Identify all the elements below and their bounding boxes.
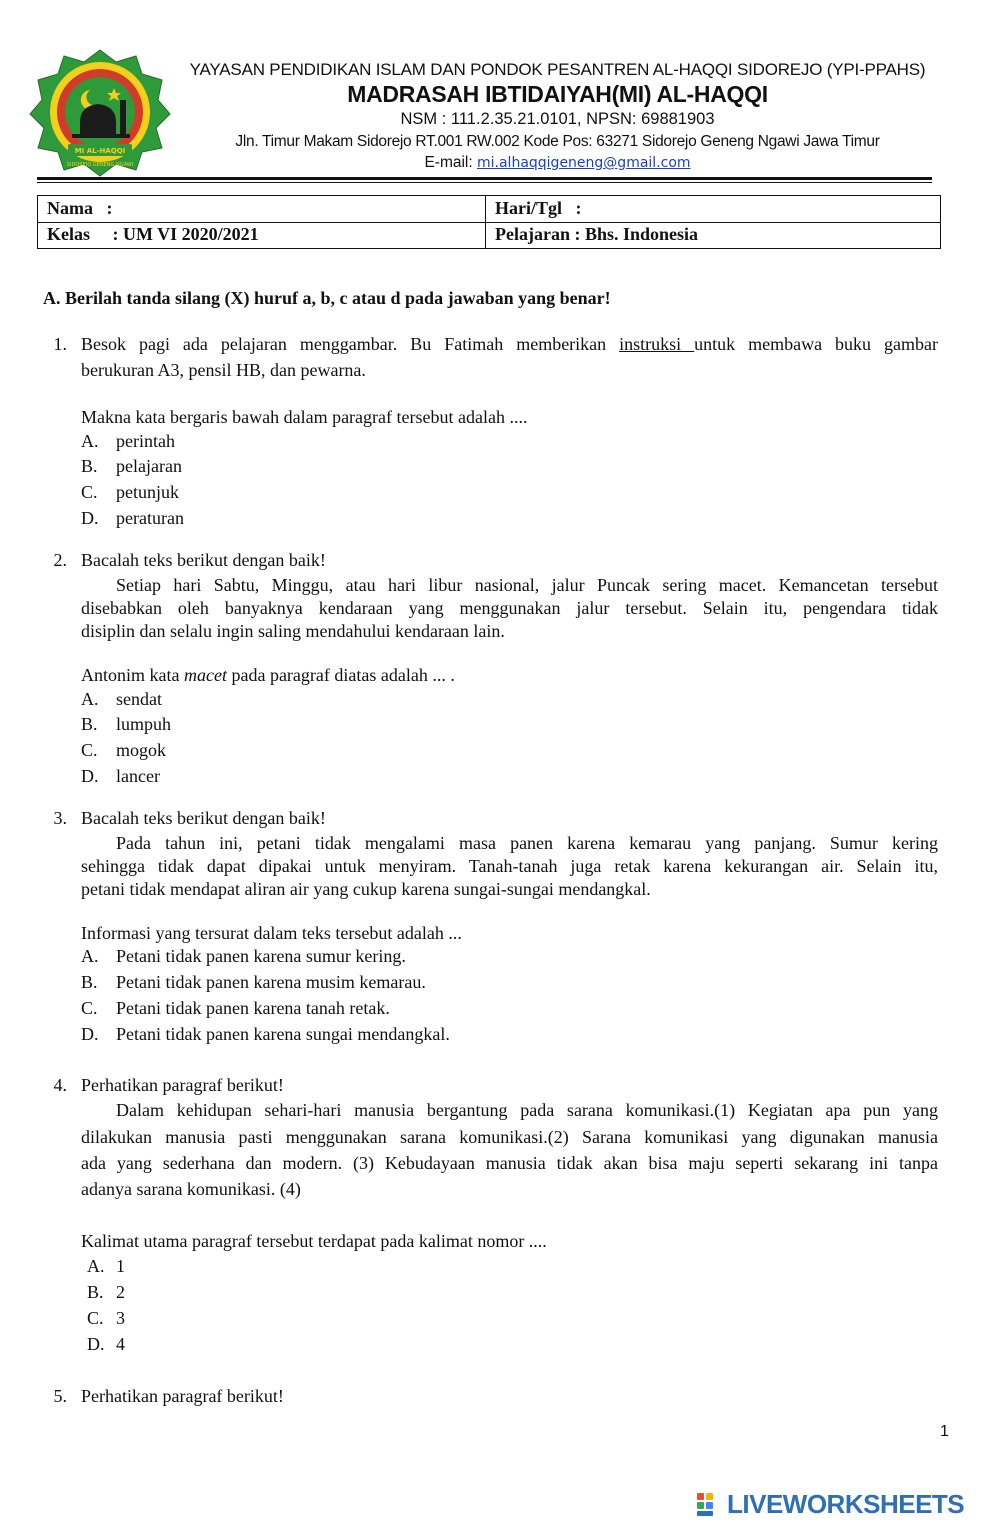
option-letter[interactable]: A. [81, 946, 99, 966]
option-letter[interactable]: D. [81, 508, 99, 528]
option-text[interactable]: 3 [116, 1308, 125, 1328]
q1-underlined-word: instruksi [619, 334, 695, 354]
option-text[interactable]: Petani tidak panen karena tanah retak. [116, 998, 390, 1018]
question-1-text [81, 333, 938, 356]
school-email-line [170, 154, 945, 172]
question-number: 3. [53, 808, 67, 828]
option-letter[interactable]: D. [81, 766, 99, 786]
option-letter[interactable]: C. [81, 998, 98, 1018]
question-3-paragraph: Pada tahun ini, petani tidak mengalami masa panen karena kemarau yang panjang. Sumur kering [116, 833, 938, 853]
question-1-prompt: Makna kata bergaris bawah dalam paragraf tersebut adalah .... [81, 407, 528, 427]
header-divider [37, 177, 932, 180]
section-a-instruction: A. Berilah tanda silang (X) huruf a, b, c atau d pada jawaban yang benar! [43, 288, 611, 308]
nama-field[interactable]: Nama : [47, 198, 113, 218]
question-4-paragraph: Dalam kehidupan sehari-hari manusia bergantung pada sarana komunikasi.(1) Kegiatan apa pun yang [116, 1100, 938, 1120]
option-text[interactable]: lumpuh [116, 714, 172, 734]
q2-italic-word: macet [183, 665, 227, 685]
liveworksheets-watermark[interactable] [697, 1489, 997, 1519]
question-3-paragraph: sehingga tidak dapat dipakai untuk menyiram. Tanah-tanah juga retak karena kekurangan air. Selain itu, [81, 856, 938, 876]
question-number: 4. [53, 1075, 67, 1095]
option-letter[interactable]: C. [81, 482, 98, 502]
option-letter[interactable]: B. [87, 1282, 104, 1302]
option-text[interactable]: lancer [116, 766, 160, 786]
option-text[interactable]: sendat [116, 689, 162, 709]
question-2-prompt [81, 664, 455, 687]
question-4-intro: Perhatikan paragraf berikut! [81, 1075, 284, 1095]
question-4-prompt: Kalimat utama paragraf tersebut terdapat pada kalimat nomor .... [81, 1231, 547, 1251]
option-letter[interactable]: C. [81, 740, 98, 760]
option-letter[interactable]: A. [81, 689, 99, 709]
watermark-text: LIVEWORKSHEETS [727, 1489, 965, 1519]
question-2-paragraph: disebabkan oleh banyaknya kendaraan yang menggunakan jalur tersebut. Selain itu, pengendara tidak [81, 598, 938, 618]
logo-text: MI AL-HAQQI [74, 147, 126, 155]
option-text[interactable]: Petani tidak panen karena sumur kering. [116, 946, 406, 966]
question-2-intro: Bacalah teks berikut dengan baik! [81, 550, 326, 570]
option-text[interactable]: 4 [116, 1334, 125, 1354]
q1-text-b: untuk membawa buku gambar [694, 334, 939, 354]
option-text[interactable]: 2 [116, 1282, 125, 1302]
liveworksheets-logo-icon [697, 1493, 723, 1517]
option-letter[interactable]: B. [81, 972, 98, 992]
kelas-field: Kelas : UM VI 2020/2021 [47, 224, 259, 244]
school-name: MADRASAH IBTIDAIYAH(MI) AL-HAQQI [347, 81, 768, 107]
option-text[interactable]: pelajaran [116, 456, 182, 476]
option-letter[interactable]: D. [81, 1024, 99, 1044]
header-divider-thin [37, 182, 932, 183]
table-divider [38, 222, 940, 223]
option-text[interactable]: Petani tidak panen karena musim kemarau. [116, 972, 426, 992]
school-registration: NSM : 111.2.35.21.0101, NPSN: 69881903 [400, 110, 715, 128]
logo-subtext: SIDOREJO GENENG NGAWI [66, 162, 134, 168]
option-letter[interactable]: A. [87, 1256, 105, 1276]
hari-tgl-field[interactable]: Hari/Tgl : [495, 198, 582, 218]
pelajaran-field: Pelajaran : Bhs. Indonesia [495, 224, 699, 244]
school-logo [28, 48, 172, 178]
option-letter[interactable]: B. [81, 714, 98, 734]
question-4-paragraph: dilakukan manusia pasti menggunakan sarana komunikasi.(2) Sarana komunikasi yang digunakan manusia [81, 1127, 938, 1147]
question-number: 2. [53, 550, 67, 570]
option-letter[interactable]: A. [81, 431, 99, 451]
page-number: 1 [940, 1423, 949, 1440]
option-text[interactable]: petunjuk [116, 482, 179, 502]
option-text[interactable]: mogok [116, 740, 167, 760]
question-5-intro: Perhatikan paragraf berikut! [81, 1386, 284, 1406]
option-letter[interactable]: B. [81, 456, 98, 476]
question-4-paragraph: ada yang sederhana dan modern. (3) Kebudayaan manusia tidak akan bisa maju seperti sekarang ini tanpa [81, 1153, 938, 1173]
question-4-paragraph: adanya sarana komunikasi. (4) [81, 1179, 301, 1199]
option-text[interactable]: peraturan [116, 508, 184, 528]
school-address: Jln. Timur Makam Sidorejo RT.001 RW.002 Kode Pos: 63271 Sidorejo Geneng Ngawi Jawa Timur [235, 133, 880, 150]
foundation-name: YAYASAN PENDIDIKAN ISLAM DAN PONDOK PESANTREN AL-HAQQI SIDOREJO (YPI-PPAHS) [189, 60, 926, 79]
option-text[interactable]: Petani tidak panen karena sungai mendangkal. [116, 1024, 450, 1044]
question-2-paragraph: Setiap hari Sabtu, Minggu, atau hari libur nasional, jalur Puncak sering macet. Kemancetan tersebut [116, 575, 938, 595]
student-info-table [37, 195, 941, 249]
email-link[interactable]: mi.alhaqqigeneng@gmail.com [477, 155, 691, 171]
question-3-prompt: Informasi yang tersurat dalam teks tersebut adalah ... [81, 923, 462, 943]
q1-text-a: Besok pagi ada pelajaran menggambar. Bu Fatimah memberikan [81, 334, 607, 354]
option-letter[interactable]: D. [87, 1334, 105, 1354]
question-3-intro: Bacalah teks berikut dengan baik! [81, 808, 326, 828]
q2-prompt-b: pada paragraf diatas adalah ... . [226, 665, 455, 685]
question-2-paragraph: disiplin dan selalu ingin saling mendahului kendaraan lain. [81, 621, 505, 641]
question-3-paragraph: petani tidak mendapat aliran air yang cukup karena sungai-sungai mendangkal. [81, 879, 651, 899]
option-text[interactable]: perintah [116, 431, 175, 451]
email-label: E-mail: [424, 154, 477, 171]
q2-prompt-a: Antonim kata [81, 665, 184, 685]
question-number: 5. [53, 1386, 67, 1406]
option-text[interactable]: 1 [116, 1256, 125, 1276]
option-letter[interactable]: C. [87, 1308, 104, 1328]
question-number: 1. [53, 334, 67, 354]
question-1-text-line2: berukuran A3, pensil HB, dan pewarna. [81, 360, 366, 380]
